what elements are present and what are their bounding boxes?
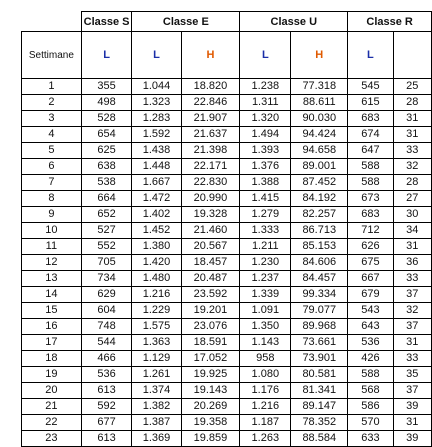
value-cell: 1.472 bbox=[132, 191, 181, 207]
value-cell: 1.216 bbox=[132, 287, 181, 303]
value-cell: 673 bbox=[348, 191, 393, 207]
value-cell: 643 bbox=[348, 319, 393, 335]
value-cell: 90.030 bbox=[291, 111, 348, 127]
week-number-cell: 23 bbox=[22, 431, 82, 447]
value-cell: 32 bbox=[393, 159, 431, 175]
value-cell: 32 bbox=[393, 303, 431, 319]
value-cell: 19.143 bbox=[181, 383, 240, 399]
value-cell: 592 bbox=[81, 399, 132, 415]
value-cell: 625 bbox=[81, 143, 132, 159]
value-cell: 1.311 bbox=[240, 95, 291, 111]
value-cell: 28 bbox=[393, 95, 431, 111]
corner-cell bbox=[22, 12, 82, 32]
value-cell: 37 bbox=[393, 319, 431, 335]
value-cell: 18.820 bbox=[181, 79, 240, 95]
value-cell: 89.001 bbox=[291, 159, 348, 175]
value-cell: 1.480 bbox=[132, 271, 181, 287]
value-cell: 1.363 bbox=[132, 335, 181, 351]
table-row bbox=[22, 127, 432, 143]
week-number-cell: 1 bbox=[22, 79, 82, 95]
value-cell: 664 bbox=[81, 191, 132, 207]
week-number-cell: 22 bbox=[22, 415, 82, 431]
col-header-e-h: H bbox=[181, 32, 240, 79]
week-number-cell: 14 bbox=[22, 287, 82, 303]
value-cell: 19.925 bbox=[181, 367, 240, 383]
table-row bbox=[22, 111, 432, 127]
value-cell: 88.611 bbox=[291, 95, 348, 111]
value-cell: 588 bbox=[348, 367, 393, 383]
value-cell: 613 bbox=[81, 431, 132, 447]
value-cell: 638 bbox=[81, 159, 132, 175]
value-cell: 28 bbox=[393, 175, 431, 191]
value-cell: 1.283 bbox=[132, 111, 181, 127]
value-cell: 1.143 bbox=[240, 335, 291, 351]
value-cell: 20.567 bbox=[181, 239, 240, 255]
value-cell: 33 bbox=[393, 271, 431, 287]
value-cell: 81.341 bbox=[291, 383, 348, 399]
week-number-cell: 10 bbox=[22, 223, 82, 239]
value-cell: 84.457 bbox=[291, 271, 348, 287]
table-row bbox=[22, 207, 432, 223]
value-cell: 570 bbox=[348, 415, 393, 431]
value-cell: 30 bbox=[393, 207, 431, 223]
value-cell: 1.176 bbox=[240, 383, 291, 399]
value-cell: 1.369 bbox=[132, 431, 181, 447]
value-cell: 77.318 bbox=[291, 79, 348, 95]
value-cell: 1.380 bbox=[132, 239, 181, 255]
week-number-cell: 11 bbox=[22, 239, 82, 255]
value-cell: 1.448 bbox=[132, 159, 181, 175]
value-cell: 34 bbox=[393, 223, 431, 239]
value-cell: 73.901 bbox=[291, 351, 348, 367]
value-cell: 1.230 bbox=[240, 255, 291, 271]
value-cell: 35 bbox=[393, 367, 431, 383]
value-cell: 528 bbox=[81, 111, 132, 127]
value-cell: 27 bbox=[393, 191, 431, 207]
value-cell: 466 bbox=[81, 351, 132, 367]
value-cell: 1.263 bbox=[240, 431, 291, 447]
value-cell: 1.452 bbox=[132, 223, 181, 239]
value-cell: 536 bbox=[81, 367, 132, 383]
value-cell: 94.658 bbox=[291, 143, 348, 159]
value-cell: 18.591 bbox=[181, 335, 240, 351]
value-cell: 33 bbox=[393, 143, 431, 159]
value-cell: 37 bbox=[393, 287, 431, 303]
week-number-cell: 7 bbox=[22, 175, 82, 191]
value-cell: 31 bbox=[393, 127, 431, 143]
weekly-class-table bbox=[21, 11, 432, 447]
week-number-cell: 19 bbox=[22, 367, 82, 383]
week-number-cell: 13 bbox=[22, 271, 82, 287]
value-cell: 1.374 bbox=[132, 383, 181, 399]
value-cell: 25 bbox=[393, 79, 431, 95]
value-cell: 1.350 bbox=[240, 319, 291, 335]
value-cell: 23.076 bbox=[181, 319, 240, 335]
table-row bbox=[22, 255, 432, 271]
value-cell: 84.606 bbox=[291, 255, 348, 271]
value-cell: 23.592 bbox=[181, 287, 240, 303]
value-cell: 615 bbox=[348, 95, 393, 111]
value-cell: 1.216 bbox=[240, 399, 291, 415]
col-header-e-l: L bbox=[132, 32, 181, 79]
week-number-cell: 2 bbox=[22, 95, 82, 111]
value-cell: 734 bbox=[81, 271, 132, 287]
value-cell: 94.424 bbox=[291, 127, 348, 143]
value-cell: 683 bbox=[348, 111, 393, 127]
data-table-container bbox=[21, 11, 432, 447]
value-cell: 604 bbox=[81, 303, 132, 319]
table-row bbox=[22, 175, 432, 191]
value-cell: 654 bbox=[81, 127, 132, 143]
value-cell: 21.398 bbox=[181, 143, 240, 159]
value-cell: 87.452 bbox=[291, 175, 348, 191]
value-cell: 633 bbox=[348, 431, 393, 447]
value-cell: 629 bbox=[81, 287, 132, 303]
value-cell: 355 bbox=[81, 79, 132, 95]
table-row bbox=[22, 383, 432, 399]
value-cell: 586 bbox=[348, 399, 393, 415]
value-cell: 1.279 bbox=[240, 207, 291, 223]
value-cell: 84.192 bbox=[291, 191, 348, 207]
value-cell: 39 bbox=[393, 431, 431, 447]
value-cell: 538 bbox=[81, 175, 132, 191]
col-header-u-l: L bbox=[240, 32, 291, 79]
value-cell: 39 bbox=[393, 399, 431, 415]
table-row bbox=[22, 95, 432, 111]
value-cell: 19.328 bbox=[181, 207, 240, 223]
value-cell: 613 bbox=[81, 383, 132, 399]
table-row bbox=[22, 159, 432, 175]
value-cell: 20.269 bbox=[181, 399, 240, 415]
week-number-cell: 12 bbox=[22, 255, 82, 271]
week-number-cell: 17 bbox=[22, 335, 82, 351]
value-cell: 1.211 bbox=[240, 239, 291, 255]
value-cell: 89.147 bbox=[291, 399, 348, 415]
value-cell: 679 bbox=[348, 287, 393, 303]
sub-header-row bbox=[22, 32, 432, 79]
col-header-r-h bbox=[393, 32, 431, 79]
value-cell: 536 bbox=[348, 335, 393, 351]
table-row bbox=[22, 335, 432, 351]
group-header-classe-u: Classe U bbox=[240, 12, 348, 32]
value-cell: 588 bbox=[348, 159, 393, 175]
value-cell: 79.077 bbox=[291, 303, 348, 319]
value-cell: 626 bbox=[348, 239, 393, 255]
table-row bbox=[22, 367, 432, 383]
value-cell: 1.494 bbox=[240, 127, 291, 143]
table-row bbox=[22, 351, 432, 367]
value-cell: 19.358 bbox=[181, 415, 240, 431]
value-cell: 426 bbox=[348, 351, 393, 367]
week-number-cell: 9 bbox=[22, 207, 82, 223]
value-cell: 958 bbox=[240, 351, 291, 367]
value-cell: 568 bbox=[348, 383, 393, 399]
week-number-cell: 8 bbox=[22, 191, 82, 207]
value-cell: 31 bbox=[393, 239, 431, 255]
value-cell: 80.581 bbox=[291, 367, 348, 383]
group-header-classe-e: Classe E bbox=[132, 12, 240, 32]
value-cell: 17.052 bbox=[181, 351, 240, 367]
week-number-cell: 16 bbox=[22, 319, 82, 335]
table-row bbox=[22, 239, 432, 255]
value-cell: 1.320 bbox=[240, 111, 291, 127]
value-cell: 19.859 bbox=[181, 431, 240, 447]
value-cell: 85.153 bbox=[291, 239, 348, 255]
week-number-cell: 5 bbox=[22, 143, 82, 159]
table-row bbox=[22, 303, 432, 319]
value-cell: 552 bbox=[81, 239, 132, 255]
week-number-cell: 4 bbox=[22, 127, 82, 143]
value-cell: 20.990 bbox=[181, 191, 240, 207]
value-cell: 1.667 bbox=[132, 175, 181, 191]
table-row bbox=[22, 271, 432, 287]
value-cell: 89.968 bbox=[291, 319, 348, 335]
week-number-cell: 6 bbox=[22, 159, 82, 175]
value-cell: 748 bbox=[81, 319, 132, 335]
value-cell: 1.438 bbox=[132, 143, 181, 159]
value-cell: 1.388 bbox=[240, 175, 291, 191]
col-header-r-l: L bbox=[348, 32, 393, 79]
value-cell: 1.376 bbox=[240, 159, 291, 175]
table-row bbox=[22, 319, 432, 335]
value-cell: 1.402 bbox=[132, 207, 181, 223]
value-cell: 498 bbox=[81, 95, 132, 111]
value-cell: 1.420 bbox=[132, 255, 181, 271]
value-cell: 20.487 bbox=[181, 271, 240, 287]
value-cell: 1.592 bbox=[132, 127, 181, 143]
table-row bbox=[22, 143, 432, 159]
value-cell: 82.257 bbox=[291, 207, 348, 223]
value-cell: 1.091 bbox=[240, 303, 291, 319]
table-row bbox=[22, 223, 432, 239]
col-header-u-h: H bbox=[291, 32, 348, 79]
value-cell: 677 bbox=[81, 415, 132, 431]
value-cell: 22.830 bbox=[181, 175, 240, 191]
value-cell: 667 bbox=[348, 271, 393, 287]
value-cell: 37 bbox=[393, 383, 431, 399]
week-number-cell: 20 bbox=[22, 383, 82, 399]
value-cell: 88.584 bbox=[291, 431, 348, 447]
value-cell: 1.080 bbox=[240, 367, 291, 383]
value-cell: 683 bbox=[348, 207, 393, 223]
value-cell: 1.382 bbox=[132, 399, 181, 415]
value-cell: 1.333 bbox=[240, 223, 291, 239]
value-cell: 1.238 bbox=[240, 79, 291, 95]
value-cell: 1.393 bbox=[240, 143, 291, 159]
group-header-classe-r: Classe R bbox=[348, 12, 432, 32]
value-cell: 544 bbox=[81, 335, 132, 351]
week-number-cell: 18 bbox=[22, 351, 82, 367]
value-cell: 22.846 bbox=[181, 95, 240, 111]
value-cell: 21.907 bbox=[181, 111, 240, 127]
col-header-s-l: L bbox=[81, 32, 132, 79]
value-cell: 78.352 bbox=[291, 415, 348, 431]
value-cell: 1.387 bbox=[132, 415, 181, 431]
value-cell: 1.237 bbox=[240, 271, 291, 287]
value-cell: 73.661 bbox=[291, 335, 348, 351]
value-cell: 545 bbox=[348, 79, 393, 95]
value-cell: 675 bbox=[348, 255, 393, 271]
week-number-cell: 3 bbox=[22, 111, 82, 127]
value-cell: 1.129 bbox=[132, 351, 181, 367]
value-cell: 1.261 bbox=[132, 367, 181, 383]
value-cell: 21.637 bbox=[181, 127, 240, 143]
table-row bbox=[22, 79, 432, 95]
value-cell: 674 bbox=[348, 127, 393, 143]
table-row bbox=[22, 431, 432, 447]
table-row bbox=[22, 287, 432, 303]
value-cell: 31 bbox=[393, 415, 431, 431]
value-cell: 33 bbox=[393, 351, 431, 367]
value-cell: 652 bbox=[81, 207, 132, 223]
week-number-cell: 21 bbox=[22, 399, 82, 415]
week-number-cell: 15 bbox=[22, 303, 82, 319]
week-label-header: Settimane bbox=[22, 32, 82, 79]
value-cell: 86.713 bbox=[291, 223, 348, 239]
value-cell: 705 bbox=[81, 255, 132, 271]
value-cell: 543 bbox=[348, 303, 393, 319]
table-row bbox=[22, 191, 432, 207]
value-cell: 1.575 bbox=[132, 319, 181, 335]
value-cell: 647 bbox=[348, 143, 393, 159]
value-cell: 31 bbox=[393, 111, 431, 127]
value-cell: 21.460 bbox=[181, 223, 240, 239]
group-header-row bbox=[22, 12, 432, 32]
value-cell: 712 bbox=[348, 223, 393, 239]
value-cell: 1.339 bbox=[240, 287, 291, 303]
value-cell: 22.171 bbox=[181, 159, 240, 175]
table-row bbox=[22, 399, 432, 415]
value-cell: 31 bbox=[393, 335, 431, 351]
value-cell: 36 bbox=[393, 255, 431, 271]
value-cell: 1.229 bbox=[132, 303, 181, 319]
group-header-classe-s: Classe S bbox=[81, 12, 132, 32]
table-row bbox=[22, 415, 432, 431]
value-cell: 1.323 bbox=[132, 95, 181, 111]
value-cell: 99.334 bbox=[291, 287, 348, 303]
value-cell: 1.044 bbox=[132, 79, 181, 95]
value-cell: 588 bbox=[348, 175, 393, 191]
value-cell: 19.201 bbox=[181, 303, 240, 319]
value-cell: 527 bbox=[81, 223, 132, 239]
value-cell: 1.187 bbox=[240, 415, 291, 431]
value-cell: 1.415 bbox=[240, 191, 291, 207]
value-cell: 18.457 bbox=[181, 255, 240, 271]
